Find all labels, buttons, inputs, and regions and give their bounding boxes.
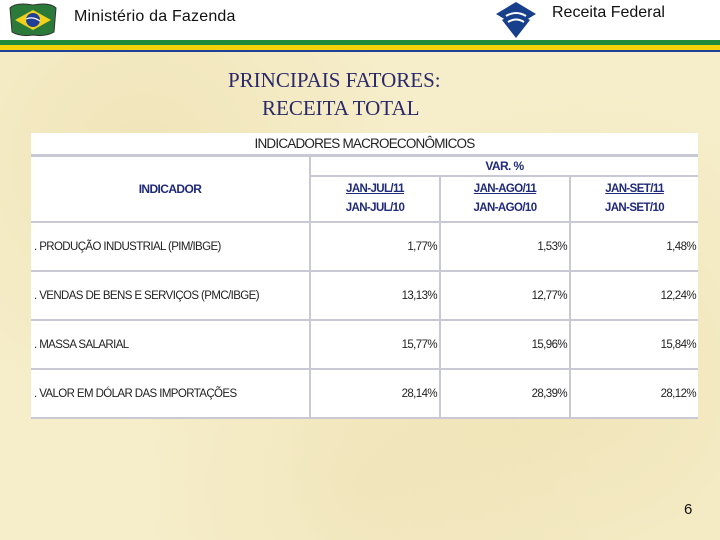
indicator-label: . MASSA SALARIAL bbox=[31, 320, 310, 369]
table-row bbox=[31, 222, 698, 271]
slide-title bbox=[228, 66, 441, 122]
indicator-value: 28,39% bbox=[440, 369, 570, 418]
table-row bbox=[31, 271, 698, 320]
indicator-value: 13,13% bbox=[310, 271, 440, 320]
indicators-table-panel bbox=[31, 133, 698, 419]
indicator-value: 15,96% bbox=[440, 320, 570, 369]
slide-title-line-1: PRINCIPAIS FATORES: bbox=[228, 68, 441, 92]
table-row bbox=[31, 320, 698, 369]
period-current: JAN-AGO/11 bbox=[473, 183, 537, 195]
variation-header: VAR. % bbox=[310, 156, 698, 177]
period-header bbox=[440, 176, 570, 222]
period-header bbox=[310, 176, 440, 222]
period-previous: JAN-SET/10 bbox=[604, 202, 665, 214]
indicator-label: . VENDAS DE BENS E SERVIÇOS (PMC/IBGE) bbox=[31, 271, 310, 320]
indicator-value: 12,24% bbox=[570, 271, 698, 320]
table-row bbox=[31, 369, 698, 418]
indicator-value: 15,77% bbox=[310, 320, 440, 369]
agency-name: Receita Federal bbox=[552, 4, 665, 21]
brazil-coat-of-arms-icon bbox=[6, 2, 60, 38]
indicator-value: 1,53% bbox=[440, 222, 570, 271]
indicator-value: 1,77% bbox=[310, 222, 440, 271]
page-number: 6 bbox=[684, 501, 693, 518]
indicator-value: 15,84% bbox=[570, 320, 698, 369]
period-previous: JAN-JUL/10 bbox=[345, 202, 405, 214]
receita-federal-logo-icon bbox=[492, 0, 540, 40]
indicator-value: 1,48% bbox=[570, 222, 698, 271]
header-bar bbox=[0, 0, 720, 40]
table-title: INDICADORES MACROECONÔMICOS bbox=[31, 133, 698, 156]
slide-title-line-2: RECEITA TOTAL bbox=[262, 96, 420, 120]
period-header bbox=[570, 176, 698, 222]
period-previous: JAN-AGO/10 bbox=[473, 202, 537, 214]
indicator-value: 12,77% bbox=[440, 271, 570, 320]
indicator-value: 28,14% bbox=[310, 369, 440, 418]
indicators-table bbox=[31, 133, 698, 419]
indicator-label: . PRODUÇÃO INDUSTRIAL (PIM/IBGE) bbox=[31, 222, 310, 271]
ministry-name: Ministério da Fazenda bbox=[74, 8, 236, 25]
period-current: JAN-SET/11 bbox=[605, 183, 664, 195]
period-current: JAN-JUL/11 bbox=[346, 183, 404, 195]
indicator-label: . VALOR EM DÓLAR DAS IMPORTAÇÕES bbox=[31, 369, 310, 418]
indicator-column-header: INDICADOR bbox=[31, 156, 310, 223]
indicator-value: 28,12% bbox=[570, 369, 698, 418]
header-stripe-blue bbox=[0, 50, 720, 52]
